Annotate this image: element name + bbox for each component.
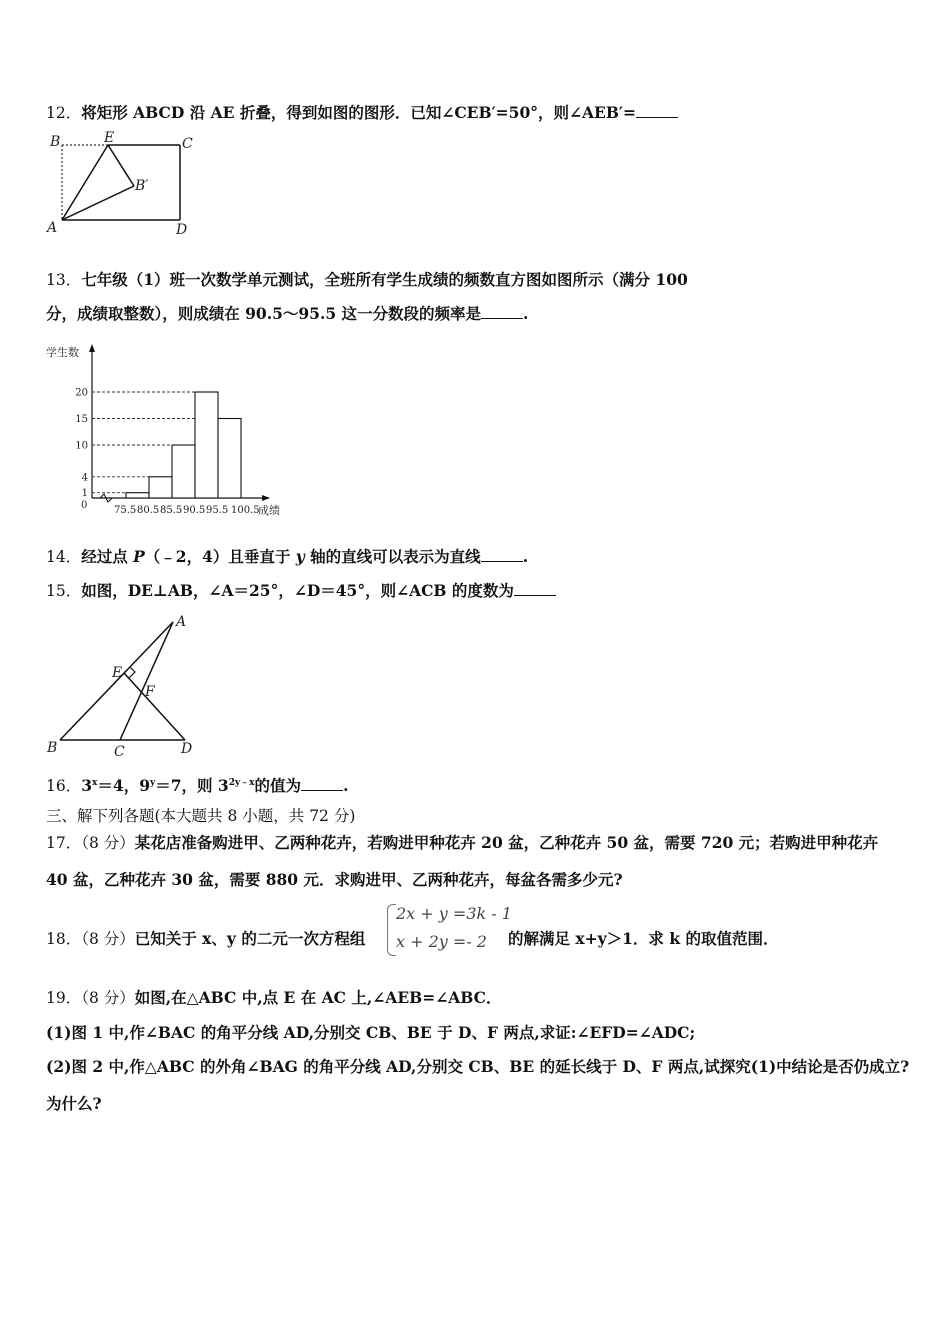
question-number: 18．	[46, 930, 82, 948]
x-axis-arrow	[262, 495, 270, 501]
q18-pre	[46, 929, 365, 949]
x-tick-label: 100.5	[231, 505, 260, 516]
label-b: B	[47, 740, 58, 756]
q19-part2: (2)图 2 中,作△ABC 的外角∠BAG 的角平分线 AD,分别交 CB、BE 的延长线于 D、F 两点,试探究(1)中结论是否仍成立?	[46, 1057, 910, 1076]
y-axis-label: 学生数	[46, 346, 79, 359]
q12-text	[46, 103, 678, 123]
histogram-bar	[218, 419, 241, 499]
segment-eb-prime	[108, 145, 134, 186]
q16-text	[46, 773, 348, 796]
q13-line1	[46, 270, 688, 290]
equation-1: 2x + y =3k - 1	[396, 904, 512, 923]
q14-part-b: （﹣2，4）且垂直于	[144, 547, 296, 566]
q16-t3: ＝7，则 3	[155, 776, 229, 796]
x-tick-label: 90.5	[183, 505, 206, 516]
label-c: C	[182, 136, 193, 152]
q14-part-c: 轴的直线可以表示为直线	[304, 547, 481, 566]
exp-2y-x: 2y﹣x	[228, 778, 255, 788]
q19-stem: 如图,在△ABC 中,点 E 在 AC 上,∠AEB=∠ABC．	[134, 988, 502, 1007]
section-heading: 三、解下列各题(本大题共 8 小题，共 72 分)	[46, 807, 356, 825]
q13-line2	[46, 304, 528, 324]
q15-text	[46, 581, 556, 601]
histogram-bar	[172, 445, 195, 498]
equation-2: x + 2y =- 2	[396, 932, 487, 951]
answer-blank	[481, 304, 523, 319]
right-angle-mark	[129, 667, 135, 678]
q17-stem-1: 某花店准备购进甲、乙两种花卉，若购进甲种花卉 20 盆，乙种花卉 50 盆，需要 720 元；若购进甲种花卉	[134, 833, 879, 852]
q14-text	[46, 547, 528, 567]
question-number: 15．	[46, 582, 82, 600]
x-axis-label: 成绩	[258, 504, 280, 517]
y-tick-label: 1	[81, 488, 88, 500]
answer-blank	[514, 581, 556, 596]
q18-post: 的解满足 x+y＞1．求 k 的取值范围．	[508, 929, 779, 948]
question-number: 16．	[46, 777, 82, 796]
label-f: F	[145, 684, 155, 700]
answer-blank	[301, 776, 343, 791]
q13-stem-1: 七年级（1）班一次数学单元测试，全班所有学生成绩的频数直方图如图所示（满分 100	[81, 270, 688, 289]
label-d: D	[181, 741, 193, 757]
q14-period: .	[522, 547, 529, 566]
q17-line1	[46, 833, 878, 853]
q12-figure	[40, 128, 210, 240]
point-p: P	[133, 547, 145, 566]
y-tick-label: 20	[75, 387, 88, 399]
points-label: （8 分）	[81, 834, 135, 852]
exp-x: x	[92, 778, 98, 788]
y-tick-label: 10	[75, 440, 88, 452]
y-tick-label: 15	[75, 414, 88, 425]
label-b: B	[50, 134, 61, 150]
question-number: 19．	[46, 989, 82, 1007]
segment-ca	[120, 622, 173, 740]
question-number: 14．	[46, 548, 82, 566]
x-tick-label: 80.5	[137, 505, 160, 516]
y-tick-label: 4	[81, 472, 88, 484]
q17-line2: 40 盆，乙种花卉 30 盆，需要 880 元．求购进甲、乙两种花卉，每盆各需多少元?	[46, 870, 623, 889]
q13-stem-2: 分，成绩取整数），则成绩在 90.5～95.5 这一分数段的频率是	[46, 304, 482, 323]
q16-t1: 3	[81, 776, 93, 796]
exp-y: y	[149, 778, 156, 788]
q15-figure	[40, 610, 210, 760]
q19-line1	[46, 988, 501, 1008]
q14-part-a: 经过点	[81, 547, 134, 566]
q13-period: .	[523, 304, 529, 323]
histogram-bar	[149, 477, 172, 498]
x-tick-label: 85.5	[160, 505, 183, 516]
points-label: （8 分）	[81, 930, 135, 948]
question-number: 17．	[46, 834, 82, 852]
equation-brace	[387, 904, 396, 956]
x-tick-label: 95.5	[206, 505, 229, 516]
segment-ba	[60, 622, 173, 740]
histogram-bar	[126, 493, 149, 498]
origin-label: 0	[81, 500, 88, 511]
q19-part1: (1)图 1 中,作∠BAC 的角平分线 AD,分别交 CB、BE 于 D、F 两点,求证:∠EFD=∠ADC;	[46, 1023, 696, 1042]
histogram-chart	[40, 338, 300, 520]
answer-blank	[481, 547, 523, 562]
answer-blank	[636, 103, 678, 118]
q16-t2: ＝4，9	[97, 776, 150, 796]
q15-stem: 如图，DE⊥AB，∠A＝25°，∠D＝45°，则∠ACB 的度数为	[81, 581, 514, 600]
histogram-bar	[195, 392, 218, 498]
label-a: A	[176, 614, 187, 630]
question-number: 13．	[46, 271, 82, 289]
label-e: E	[112, 665, 123, 681]
q16-t4: 的值为	[254, 776, 302, 796]
y-axis-arrow	[89, 344, 95, 352]
label-e: E	[104, 130, 115, 146]
var-y: y	[295, 547, 305, 566]
label-b-prime: B′	[135, 178, 149, 194]
q19-part2-end: 为什么?	[46, 1094, 102, 1113]
q16-period: .	[343, 776, 349, 796]
question-number: 12．	[46, 104, 82, 122]
q18-stem: 已知关于 x、y 的二元一次方程组	[134, 929, 366, 948]
label-c: C	[114, 744, 125, 760]
label-a: A	[47, 220, 58, 236]
points-label: （8 分）	[81, 989, 135, 1007]
x-tick-label: 75.5	[114, 505, 137, 516]
q12-stem: 将矩形 ABCD 沿 AE 折叠，得到如图的图形．已知∠CEB′=50°，则∠AEB′=	[81, 103, 636, 122]
label-d: D	[176, 222, 188, 238]
